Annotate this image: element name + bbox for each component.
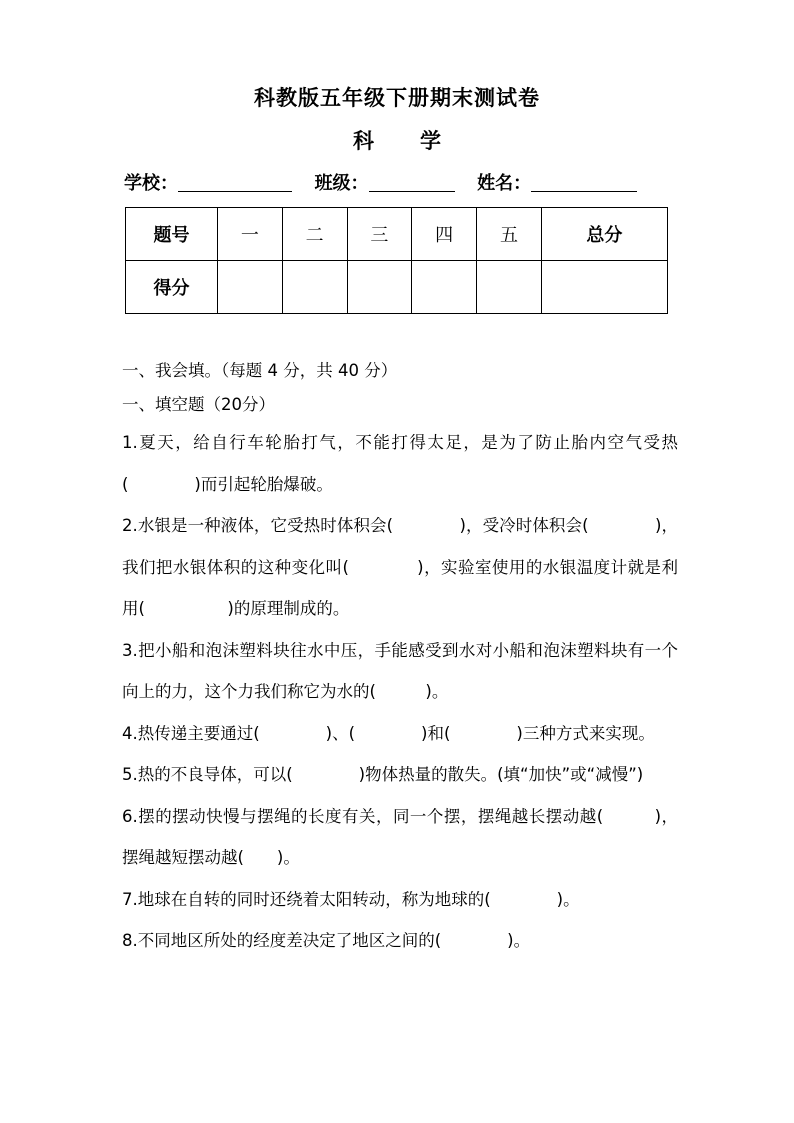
section-3-header: 三 [347,208,412,261]
student-info-row [124,169,637,195]
section-4-header: 四 [412,208,477,261]
score-table [125,207,668,314]
section-2-header: 二 [282,208,347,261]
name-blank[interactable] [531,173,637,192]
name-label: 姓名： [477,173,532,194]
section-heading-2: 一、填空题（20分） [122,395,275,414]
question-list [122,422,678,962]
section-1-header: 一 [218,208,283,261]
score-cell-2[interactable] [282,261,347,314]
exam-title: 科教版五年级下册期末测试卷 [254,85,540,110]
subject-char-1: 科 [353,128,374,153]
score-cell-1[interactable] [218,261,283,314]
class-blank[interactable] [369,173,455,192]
score-cell-4[interactable] [412,261,477,314]
subject-char-2: 学 [420,128,441,153]
total-score-header: 总分 [541,208,667,261]
question-1: 1.夏天，给自行车轮胎打气，不能打得太足，是为了防止胎内空气受热( )而引起轮胎爆破。 [122,433,678,494]
question-3: 3.把小船和泡沫塑料块往水中压，手能感受到水对小船和泡沫塑料块有一个向上的力，这个力我们称它为水的( )。 [122,640,678,701]
score-cell-3[interactable] [347,261,412,314]
score-cell-total[interactable] [541,261,667,314]
question-5: 5.热的不良导体，可以( )物体热量的散失。(填“加快”或“减慢”) [122,765,644,784]
class-label: 班级： [314,173,369,194]
school-label: 学校： [124,173,178,194]
exam-body [122,354,678,962]
question-8: 8.不同地区所处的经度差决定了地区之间的( )。 [122,931,531,950]
question-4: 4.热传递主要通过( )、( )和( )三种方式来实现。 [122,723,655,743]
score-cell-5[interactable] [477,261,542,314]
question-number-header: 题号 [126,208,218,261]
score-table-score-row [126,261,668,314]
score-table-header-row [126,208,668,261]
question-2: 2.水银是一种液体，它受热时体积会( )，受冷时体积会( )，我们把水银体积的这种变化叫( )，实验室使用的水银温度计就是利用( )的原理制成的。 [122,516,678,618]
question-6: 6.摆的摆动快慢与摆绳的长度有关，同一个摆，摆绳越长摆动越( )，摆绳越短摆动越( )。 [122,806,678,867]
score-row-label: 得分 [126,261,218,314]
school-blank[interactable] [178,173,292,192]
subject-title [0,125,794,155]
section-5-header: 五 [477,208,542,261]
question-7: 7.地球在自转的同时还绕着太阳转动，称为地球的( )。 [122,889,580,909]
section-heading-1: 一、我会填。（每题 4 分，共 40 分） [122,361,398,380]
